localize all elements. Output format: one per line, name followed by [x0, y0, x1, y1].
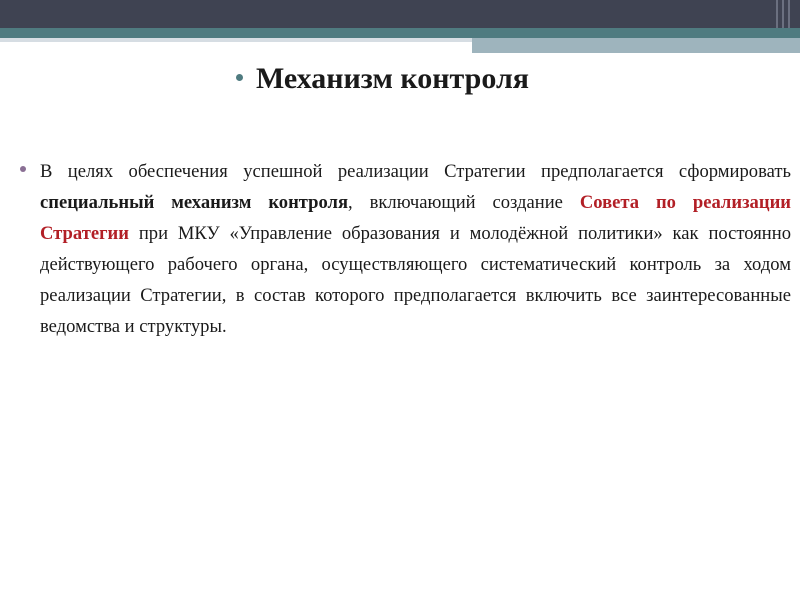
body-text-part2: , включающий создание	[348, 192, 580, 213]
corner-line	[776, 0, 778, 28]
header-accent-strip-light	[0, 38, 472, 42]
body-text-part3: при МКУ «Управление образования и молодёжной политики» как постоянно действующего рабочего органа, осуществляющего систематический контроль за ходом реализации Стратегии, в состав которого предполагается включить все заинтересованные ведомства и структуры.	[40, 223, 791, 337]
header-band	[0, 0, 800, 28]
body-bold-phrase: специальный механизм контроля	[40, 192, 349, 213]
slide-title-text: Механизм контроля	[256, 62, 530, 95]
corner-line	[788, 0, 790, 28]
corner-line	[782, 0, 784, 28]
header-accent-strip	[0, 28, 800, 38]
body-red-phrase: Совета по реализации Стратегии	[40, 192, 791, 244]
header-accent-block	[472, 38, 800, 53]
body-bullet-icon	[20, 166, 26, 172]
slide-body-paragraph	[40, 156, 791, 342]
title-bullet-icon	[236, 74, 243, 81]
body-text-part1: В целях обеспечения успешной реализации Стратегии предполагается сформировать	[40, 161, 791, 182]
corner-decoration	[772, 0, 800, 28]
